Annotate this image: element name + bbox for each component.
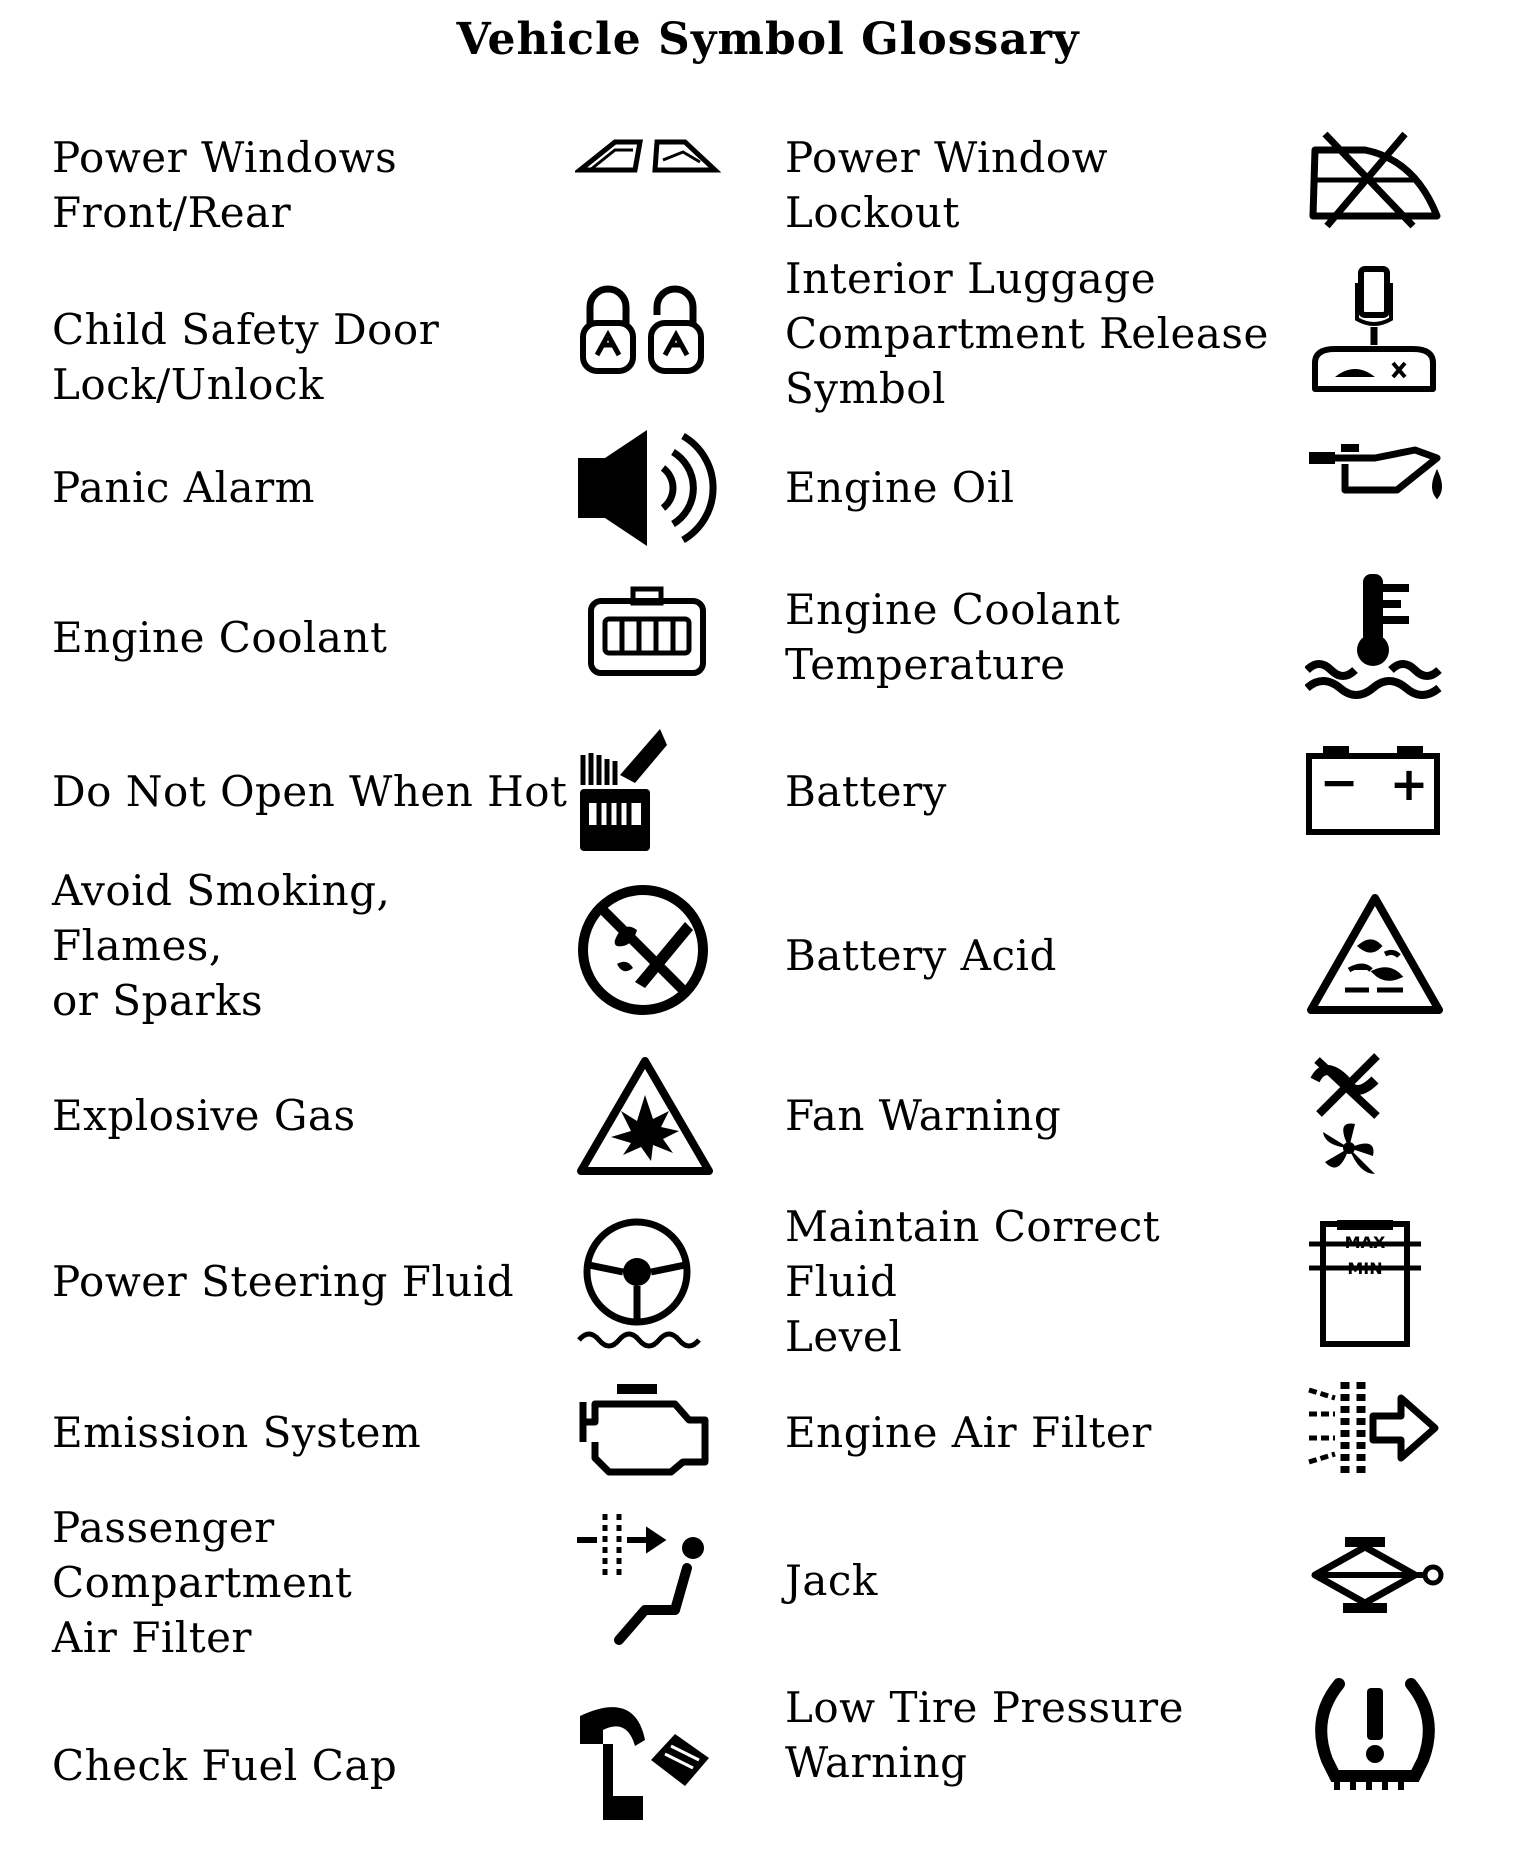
fluid-level-icon — [1305, 1218, 1425, 1348]
symbol-label: Do Not Open When Hot — [52, 766, 568, 816]
battery-icon — [1305, 742, 1445, 837]
min-marker: MIN — [1347, 1259, 1383, 1278]
window-lockout-icon — [1305, 130, 1445, 230]
symbol-label: Passenger Compartment Air Filter — [52, 1502, 353, 1662]
symbol-label: Engine Coolant — [52, 612, 388, 662]
engine-icon — [575, 1382, 715, 1477]
symbol-label: Maintain Correct Fluid Level — [785, 1201, 1161, 1361]
cabin-filter-icon — [575, 1510, 715, 1645]
tire-pressure-icon — [1305, 1668, 1445, 1793]
symbol-label: Battery Acid — [785, 930, 1057, 980]
explosion-warning-icon — [575, 1055, 715, 1175]
symbol-label: Check Fuel Cap — [52, 1740, 398, 1790]
symbol-label: Battery — [785, 766, 947, 816]
radiator-icon — [585, 585, 715, 680]
speaker-icon — [575, 428, 725, 548]
hot-radiator-icon — [575, 725, 675, 855]
symbol-label: Low Tire Pressure Warning — [785, 1683, 1184, 1787]
symbol-label: Explosive Gas — [52, 1090, 356, 1140]
jack-icon — [1305, 1535, 1445, 1615]
battery-minus-symbol: − — [1319, 755, 1359, 809]
oil-can-icon — [1305, 440, 1455, 510]
symbol-label: Power Steering Fluid — [52, 1256, 515, 1306]
symbol-label: Panic Alarm — [52, 462, 315, 512]
power-windows-icon — [575, 130, 725, 180]
page-title: Vehicle Symbol Glossary — [456, 14, 1080, 65]
fuel-cap-icon — [575, 1700, 715, 1830]
battery-plus-symbol: + — [1389, 757, 1429, 811]
acid-warning-icon — [1305, 892, 1445, 1017]
child-lock-icon — [575, 285, 725, 375]
symbol-label: Jack — [785, 1555, 878, 1605]
symbol-label: Power Windows Front/Rear — [52, 133, 398, 237]
max-marker: MAX — [1344, 1233, 1386, 1252]
air-filter-icon — [1305, 1378, 1445, 1478]
no-smoking-icon — [575, 882, 715, 1022]
fan-warning-icon — [1305, 1050, 1405, 1185]
symbol-label: Interior Luggage Compartment Release Symbol — [785, 253, 1269, 413]
symbol-label: Avoid Smoking, Flames, or Sparks — [52, 865, 391, 1025]
symbol-label: Engine Oil — [785, 462, 1015, 512]
symbol-label: Fan Warning — [785, 1090, 1062, 1140]
symbol-label: Engine Air Filter — [785, 1407, 1152, 1457]
symbol-label: Child Safety Door Lock/Unlock — [52, 305, 440, 409]
trunk-release-icon — [1305, 265, 1445, 400]
symbol-label: Emission System — [52, 1407, 422, 1457]
coolant-temp-icon — [1305, 570, 1445, 700]
symbol-label: Power Window Lockout — [785, 133, 1109, 237]
symbol-label: Engine Coolant Temperature — [785, 585, 1121, 689]
steering-wheel-icon — [575, 1215, 705, 1350]
